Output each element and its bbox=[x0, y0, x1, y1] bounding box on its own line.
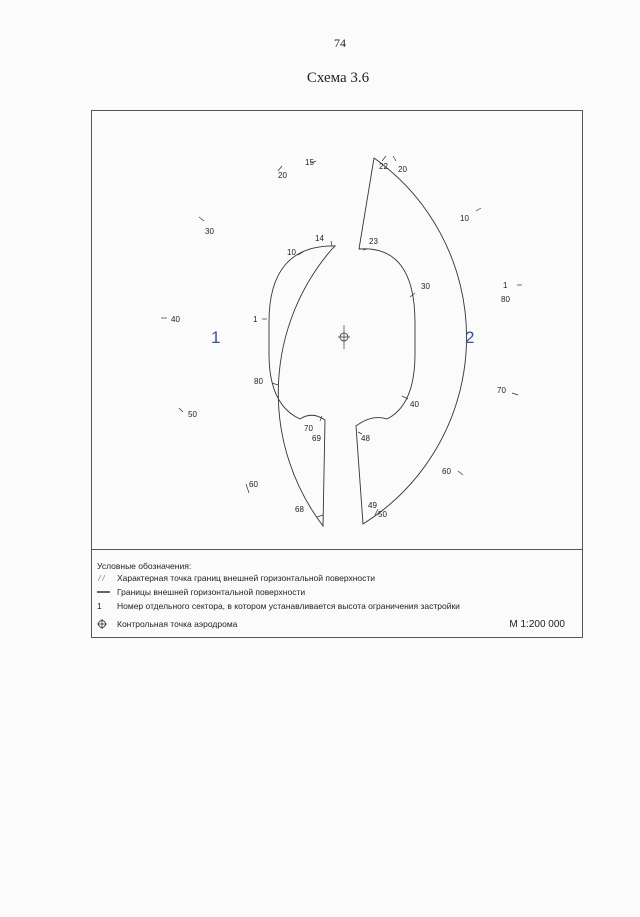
point-label: 60 bbox=[249, 480, 258, 489]
legend bbox=[92, 549, 582, 638]
point-label: 69 bbox=[312, 434, 321, 443]
point-label: 70 bbox=[497, 386, 506, 395]
diagram-frame bbox=[91, 110, 583, 638]
sector-1-boundary bbox=[269, 246, 335, 526]
point-label: 48 bbox=[361, 434, 370, 443]
legend-item-boundary-point bbox=[97, 572, 375, 584]
legend-item-label: Характерная точка границ внешней горизонтальной поверхности bbox=[117, 573, 376, 583]
point-label: 40 bbox=[410, 400, 419, 409]
legend-title: Условные обозначения: bbox=[97, 561, 192, 571]
point-label: 20 bbox=[278, 171, 287, 180]
sector-number-symbol: 1 bbox=[97, 601, 102, 611]
point-label: 60 bbox=[442, 467, 451, 476]
point-label: 10 bbox=[287, 248, 296, 257]
scheme-title: Схема 3.6 bbox=[306, 70, 370, 86]
boundary-point-icon bbox=[97, 574, 117, 582]
point-label: 10 bbox=[460, 214, 469, 223]
point-label: 68 bbox=[295, 505, 304, 514]
sector-number-2: 2 bbox=[465, 328, 475, 347]
point-label: 22 bbox=[379, 162, 388, 171]
point-label: 1 bbox=[503, 281, 508, 290]
point-label: 80 bbox=[254, 377, 263, 386]
point-label: 14 bbox=[315, 234, 324, 243]
point-label: 15 bbox=[305, 158, 314, 167]
aerodrome-control-point-icon bbox=[97, 619, 117, 629]
point-label: 40 bbox=[171, 315, 180, 324]
map-scale: М 1:200 000 bbox=[509, 619, 565, 630]
horizontal-surface-diagram bbox=[92, 111, 582, 549]
point-label: 23 bbox=[369, 237, 378, 246]
aerodrome-control-point-icon bbox=[338, 325, 350, 349]
legend-item-label: Границы внешней горизонтальной поверхности bbox=[117, 587, 306, 597]
point-label: 30 bbox=[421, 282, 430, 291]
boundary-line-icon bbox=[97, 589, 117, 595]
point-label: 20 bbox=[398, 165, 407, 174]
legend-item-label: Номер отдельного сектора, в котором устанавливается высота ограничения застройки bbox=[117, 601, 460, 611]
point-label: 80 bbox=[501, 295, 510, 304]
page-number: 74 bbox=[334, 36, 346, 50]
legend-item-boundary-line bbox=[97, 586, 305, 598]
point-label: 50 bbox=[188, 410, 197, 419]
sector-number-1: 1 bbox=[211, 328, 221, 347]
point-label: 30 bbox=[205, 227, 214, 236]
point-label: 49 bbox=[368, 501, 377, 510]
point-label: 70 bbox=[304, 424, 313, 433]
point-label: 1 bbox=[253, 315, 258, 324]
legend-item-label: Контрольная точка аэродрома bbox=[117, 619, 238, 629]
legend-item-sector-number bbox=[97, 600, 460, 612]
point-label: 50 bbox=[378, 510, 387, 519]
legend-item-control-point bbox=[97, 618, 237, 630]
